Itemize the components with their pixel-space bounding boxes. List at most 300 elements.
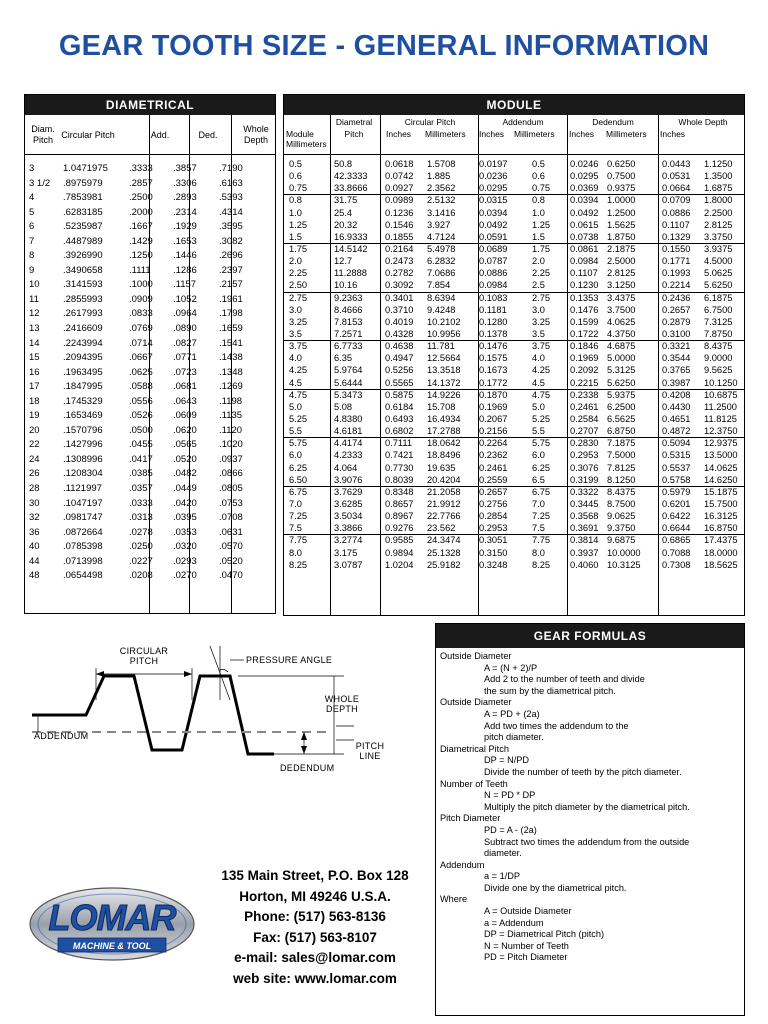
table-cell: 5.3473 <box>334 389 363 400</box>
table-row <box>25 483 275 498</box>
table-cell: 33.8666 <box>334 183 368 194</box>
table-cell: 8.4375 <box>607 486 636 497</box>
table-cell: 0.2657 <box>662 304 691 315</box>
table-cell: .2000 <box>129 206 153 218</box>
table-cell: 12.9375 <box>704 438 738 449</box>
table-cell: .0227 <box>129 555 153 567</box>
table-cell: 2.5132 <box>427 195 456 206</box>
table-cell: 0.6865 <box>662 535 691 546</box>
col-circular-pitch: Circular Pitch <box>61 129 115 140</box>
table-cell: 1.5708 <box>427 159 456 169</box>
table-cell: 4 <box>29 192 35 204</box>
table-cell: 0.0787 <box>479 256 508 267</box>
table-cell: 1.5625 <box>607 219 636 230</box>
table-cell: 0.1476 <box>570 304 599 315</box>
table-cell: 8.7500 <box>607 498 636 509</box>
table-cell: 2.75 <box>532 292 551 303</box>
formula-line: A = Outside Diameter <box>484 906 572 917</box>
table-cell: 0.3568 <box>570 511 599 522</box>
table-cell: .2416609 <box>63 323 103 335</box>
table-cell: 25.4 <box>334 207 353 218</box>
formula-line: the sum by the diametrical pitch. <box>484 685 616 696</box>
table-cell: 26 <box>29 468 40 480</box>
table-cell: 4.6875 <box>607 341 636 352</box>
table-cell: 0.3092 <box>385 280 414 291</box>
table-cell: 6.5625 <box>607 413 636 424</box>
table-cell: .0937 <box>219 453 243 465</box>
table-cell: .2157 <box>219 279 243 291</box>
table-cell: 0.0742 <box>385 171 414 182</box>
table-cell: 6.2500 <box>607 401 636 412</box>
table-cell: 0.4328 <box>385 328 414 339</box>
table-cell: 0.0615 <box>570 219 599 230</box>
table-cell: .0520 <box>219 555 243 567</box>
table-cell: 8.25 <box>289 559 308 570</box>
table-row <box>284 438 744 450</box>
table-row <box>284 378 744 390</box>
table-cell: 7.25 <box>532 511 551 522</box>
table-cell: 18.0000 <box>704 547 738 558</box>
table-cell: 48 <box>29 570 40 582</box>
table-cell: 4.5 <box>532 377 545 388</box>
table-cell: 0.2338 <box>570 389 599 400</box>
col-ded: Ded. <box>198 129 218 140</box>
table-cell: 6.2832 <box>427 256 456 267</box>
table-cell: 4.0 <box>289 353 302 364</box>
table-row <box>284 523 744 535</box>
table-cell: .0769 <box>129 323 153 335</box>
col-module-mm: Millimeters <box>286 139 327 149</box>
whole-depth-label-2: DEPTH <box>325 704 359 714</box>
table-cell: 2.25 <box>289 268 308 279</box>
table-cell: 0.1550 <box>662 243 691 254</box>
table-cell: 0.0709 <box>662 195 691 206</box>
table-cell: 0.0492 <box>479 219 508 230</box>
table-row <box>25 279 275 294</box>
table-cell: 0.0295 <box>479 183 508 194</box>
table-cell: 22 <box>29 439 40 451</box>
table-cell: .0667 <box>129 352 153 364</box>
table-cell: 7.0 <box>532 498 545 509</box>
table-cell: 0.6250 <box>607 159 636 169</box>
table-cell: 7.8153 <box>334 316 363 327</box>
table-cell: 3 1/2 <box>29 177 51 189</box>
table-cell: 1.0471975 <box>63 163 108 174</box>
table-cell: .1208304 <box>63 468 103 480</box>
table-cell: 0.2215 <box>570 377 599 388</box>
table-cell: 0.1722 <box>570 328 599 339</box>
table-cell: .0570 <box>219 541 243 553</box>
table-cell: .6163 <box>219 177 243 189</box>
fax: Fax: (517) 563-8107 <box>253 929 377 945</box>
table-cell: 0.5875 <box>385 389 414 400</box>
table-cell: 0.1230 <box>570 280 599 291</box>
table-cell: 7.3125 <box>704 316 733 327</box>
table-cell: 3.0 <box>532 304 545 315</box>
table-row <box>25 207 275 222</box>
table-cell: 9.0000 <box>704 353 733 364</box>
table-cell: 1.0 <box>532 207 545 218</box>
gear-formulas-body <box>436 648 744 967</box>
table-cell: 13.5000 <box>704 450 738 461</box>
table-cell: 7.75 <box>289 535 308 546</box>
table-cell: 3.9076 <box>334 474 363 485</box>
table-cell: 4.5 <box>289 377 302 388</box>
table-cell: .0713998 <box>63 555 103 567</box>
table-cell: 0.0984 <box>479 280 508 291</box>
table-cell: 0.6422 <box>662 511 691 522</box>
address-line-1: 135 Main Street, P.O. Box 128 <box>221 868 409 883</box>
phone: Phone: (517) 563-8136 <box>244 909 386 924</box>
table-cell: 0.8 <box>532 195 545 206</box>
table-cell: 0.7421 <box>385 450 414 461</box>
logo-tagline: MACHINE & TOOL <box>72 941 152 951</box>
formula-line: PD = Pitch Diameter <box>484 952 568 963</box>
table-cell: 0.3765 <box>662 365 691 376</box>
contact-block <box>200 866 430 989</box>
table-cell: 0.2953 <box>479 523 508 534</box>
table-cell: 4.0 <box>532 353 545 364</box>
table-cell: 0.0443 <box>662 159 691 169</box>
table-cell: 0.0394 <box>570 195 599 206</box>
table-cell: 10.1250 <box>704 377 738 388</box>
table-cell: 0.0989 <box>385 195 414 206</box>
table-cell: 36 <box>29 526 40 538</box>
table-cell: 7.854 <box>427 280 451 291</box>
table-cell: 0.2164 <box>385 243 414 254</box>
table-cell: .3926990 <box>63 250 103 262</box>
table-cell: 1.1250 <box>704 159 733 169</box>
table-cell: 16.4934 <box>427 413 461 424</box>
table-row <box>25 410 275 425</box>
table-cell: 0.3710 <box>385 304 414 315</box>
table-row <box>25 468 275 483</box>
table-row <box>25 367 275 382</box>
table-cell: 5.25 <box>532 413 551 424</box>
table-cell: 0.5315 <box>662 450 691 461</box>
table-cell: 5.5 <box>532 426 545 437</box>
table-cell: 0.1280 <box>479 316 508 327</box>
table-cell: .0526 <box>129 410 153 422</box>
table-cell: .1269 <box>219 381 243 393</box>
table-cell: .1963495 <box>63 366 103 378</box>
table-cell: 7 <box>29 235 35 247</box>
table-row <box>25 556 275 571</box>
table-cell: .0714 <box>129 337 153 349</box>
formula-line: DP = N/PD <box>484 755 530 766</box>
table-cell: 40 <box>29 541 40 553</box>
table-cell: .4487989 <box>63 235 103 247</box>
table-row <box>284 317 744 329</box>
table-cell: .1429 <box>129 235 153 247</box>
table-cell: 0.4947 <box>385 353 414 364</box>
table-cell: 0.75 <box>532 183 551 194</box>
table-row <box>284 560 744 572</box>
table-cell: 21.9912 <box>427 498 461 509</box>
table-cell: .1798 <box>219 308 243 320</box>
table-cell: .1120 <box>219 424 243 436</box>
table-cell: 17.4375 <box>704 535 738 546</box>
table-cell: 4.25 <box>532 365 551 376</box>
table-cell: .0964 <box>173 308 197 320</box>
table-cell: 0.8348 <box>385 486 414 497</box>
table-cell: 0.0197 <box>479 159 508 169</box>
table-row <box>25 236 275 251</box>
formula-heading: Where <box>440 894 468 905</box>
table-cell: 0.6201 <box>662 498 691 509</box>
table-cell: 7.5 <box>289 523 302 534</box>
table-cell: .0470 <box>219 570 243 582</box>
gear-formulas <box>435 623 745 1016</box>
table-cell: 0.2953 <box>570 450 599 461</box>
table-cell: 9.4248 <box>427 304 456 315</box>
table-cell: 4.064 <box>334 462 358 473</box>
table-cell: .0449 <box>173 483 197 495</box>
table-cell: 5 <box>29 206 35 218</box>
table-cell: 7.5 <box>532 523 545 534</box>
table-cell: 0.7111 <box>385 438 413 449</box>
table-cell: 5.4978 <box>427 243 456 254</box>
formula-line: pitch diameter. <box>484 732 544 743</box>
table-cell: 0.0927 <box>385 183 414 194</box>
table-cell: 9.5625 <box>704 365 733 376</box>
table-cell: 10.2102 <box>427 316 461 327</box>
table-cell: .0654498 <box>63 570 103 582</box>
table-cell: .1847995 <box>63 381 103 393</box>
table-cell: 0.1993 <box>662 268 691 279</box>
table-cell: 10.0000 <box>607 547 641 558</box>
table-cell: .0890 <box>173 323 197 335</box>
table-cell: 0.5 <box>289 159 302 169</box>
table-cell: 0.7088 <box>662 547 691 558</box>
table-cell: 5.0000 <box>607 353 636 364</box>
table-cell: 0.2436 <box>662 292 691 303</box>
table-cell: .0278 <box>129 526 153 538</box>
formula-line: DP = Diametrical Pitch (pitch) <box>484 929 605 940</box>
table-cell: 24 <box>29 453 40 465</box>
table-cell: 1.25 <box>532 219 551 230</box>
table-row <box>25 192 275 207</box>
table-cell: .1020 <box>219 439 243 451</box>
table-cell: 5.9375 <box>607 389 636 400</box>
diametrical-header <box>25 115 275 155</box>
table-cell: 7.25 <box>289 511 308 522</box>
table-cell: 0.2559 <box>479 474 508 485</box>
table-cell: 0.1107 <box>662 219 690 230</box>
table-cell: 6.75 <box>532 486 551 497</box>
table-cell: 0.7730 <box>385 462 414 473</box>
table-cell: 0.6493 <box>385 413 414 424</box>
table-cell: 0.0738 <box>570 231 599 242</box>
address-line-2: Horton, MI 49246 U.S.A. <box>239 888 391 904</box>
table-cell: 0.2756 <box>479 498 508 509</box>
module-header <box>284 115 744 155</box>
logo-wordmark: LOMAR <box>48 897 176 938</box>
website-link[interactable]: web site: www.lomar.com <box>233 970 397 986</box>
table-cell: 3.3750 <box>704 231 733 242</box>
table-row <box>284 463 744 475</box>
table-cell: .2893 <box>173 192 197 204</box>
table-cell: 0.3987 <box>662 377 691 388</box>
table-row <box>284 183 744 195</box>
table-cell: 6.1875 <box>704 292 733 303</box>
table-cell: 10.6875 <box>704 389 738 400</box>
table-cell: 18.0642 <box>427 438 461 449</box>
table-cell: .3141593 <box>63 279 103 291</box>
table-cell: 22.7766 <box>427 511 461 522</box>
table-cell: 6.50 <box>289 474 308 485</box>
table-cell: 6.0 <box>532 450 545 461</box>
table-cell: .0320 <box>173 541 197 553</box>
table-cell: .3857 <box>173 163 197 174</box>
table-cell: 4.8380 <box>334 413 363 424</box>
table-row <box>284 220 744 232</box>
table-cell: .1961 <box>219 293 243 305</box>
table-cell: .1348 <box>219 366 243 378</box>
table-cell: 11.2500 <box>704 401 737 412</box>
module-heading: MODULE <box>284 95 744 115</box>
table-cell: 28 <box>29 483 40 495</box>
table-cell: 8.1250 <box>607 474 636 485</box>
table-cell: 1.75 <box>532 243 551 254</box>
table-cell: 2.25 <box>532 268 551 279</box>
table-cell: 0.2264 <box>479 438 508 449</box>
table-cell: 0.3937 <box>570 547 599 558</box>
table-cell: 0.0236 <box>479 171 508 182</box>
table-cell: 1.5 <box>289 231 302 242</box>
table-cell: 2.0 <box>532 256 545 267</box>
table-cell: .2617993 <box>63 308 103 320</box>
table-cell: 2.8125 <box>607 268 636 279</box>
table-cell: 0.3321 <box>662 341 691 352</box>
table-cell: 4.3750 <box>607 328 636 339</box>
table-cell: .1135 <box>219 410 243 422</box>
table-cell: .0588 <box>129 381 153 393</box>
table-cell: .0805 <box>219 483 243 495</box>
table-cell: .1929 <box>173 221 197 233</box>
table-cell: 0.3814 <box>570 535 599 546</box>
table-row <box>25 163 275 178</box>
table-cell: 14.6250 <box>704 474 738 485</box>
table-cell: 0.2707 <box>570 426 599 437</box>
table-cell: 4.7124 <box>427 231 456 242</box>
table-cell: 3.7500 <box>607 304 636 315</box>
table-cell: 0.0618 <box>385 159 414 169</box>
table-cell: 0.3076 <box>570 462 599 473</box>
table-cell: 5.75 <box>289 438 308 449</box>
table-cell: 1.0204 <box>385 559 414 570</box>
table-cell: 0.3401 <box>385 292 414 303</box>
table-cell: 11 <box>29 293 39 305</box>
table-cell: 8.0 <box>289 547 302 558</box>
table-cell: 9.6875 <box>607 535 636 546</box>
table-cell: 0.6 <box>532 171 545 182</box>
col-ded-inches: Inches <box>569 129 595 139</box>
table-cell: 0.1969 <box>479 401 508 412</box>
table-cell: 18 <box>29 395 40 407</box>
table-cell: .0270 <box>173 570 197 582</box>
table-cell: 3.3866 <box>334 523 363 534</box>
table-cell: .2696 <box>219 250 243 262</box>
table-cell: 7.8125 <box>607 462 636 473</box>
table-cell: .2397 <box>219 264 243 276</box>
table-cell: 0.2584 <box>570 413 599 424</box>
table-cell: .0625 <box>129 366 153 378</box>
table-cell: .1052 <box>173 293 197 305</box>
table-cell: .1427996 <box>63 439 103 451</box>
table-cell: 0.3248 <box>479 559 508 570</box>
table-cell: 0.3051 <box>479 535 508 546</box>
table-cell: .1250 <box>129 250 153 262</box>
table-cell: 5.6250 <box>704 280 733 291</box>
table-cell: .3306 <box>173 177 197 189</box>
table-cell: 8.4375 <box>704 341 733 352</box>
table-cell: .0771 <box>173 352 197 364</box>
table-cell: .1659 <box>219 323 243 335</box>
table-cell: .0872664 <box>63 526 103 538</box>
table-cell: 30 <box>29 497 40 509</box>
table-cell: .0250 <box>129 541 153 553</box>
diametrical-table <box>24 94 276 614</box>
table-cell: 12 <box>29 308 40 320</box>
table-cell: 2.1875 <box>607 243 636 254</box>
table-cell: 0.0394 <box>479 207 508 218</box>
table-cell: 3.25 <box>532 316 551 327</box>
table-cell: 3.927 <box>427 219 451 230</box>
table-cell: 19.635 <box>427 462 456 473</box>
formula-line: diameter. <box>484 848 522 859</box>
table-cell: 18.5625 <box>704 559 738 570</box>
table-cell: 17.2788 <box>427 426 461 437</box>
module-table <box>283 94 745 616</box>
table-cell: 6.25 <box>532 462 551 473</box>
table-cell: 0.1855 <box>385 231 414 242</box>
table-cell: 0.1236 <box>385 207 414 218</box>
table-cell: .3595 <box>219 221 243 233</box>
table-cell: 12.5664 <box>427 353 461 364</box>
table-cell: 4.75 <box>289 389 308 400</box>
table-cell: 10 <box>29 279 40 291</box>
formula-line: Multiply the pitch diameter by the diametrical pitch. <box>484 801 690 812</box>
table-cell: .1157 <box>173 279 197 291</box>
table-row <box>284 232 744 244</box>
email-link[interactable]: e-mail: sales@lomar.com <box>234 950 396 965</box>
table-cell: .0482 <box>173 468 197 480</box>
table-row <box>25 352 275 367</box>
table-cell: .0909 <box>129 293 153 305</box>
table-cell: 0.3445 <box>570 498 599 509</box>
pitch-line-label-2: LINE <box>359 751 381 761</box>
table-row <box>25 570 275 585</box>
table-row <box>284 280 744 292</box>
table-cell: 2.8125 <box>704 219 733 230</box>
table-cell: .6283185 <box>63 206 103 218</box>
table-cell: 7.5000 <box>607 450 636 461</box>
table-cell: .5235987 <box>63 221 103 233</box>
table-cell: 14.1372 <box>427 377 461 388</box>
table-cell: 0.4060 <box>570 559 599 570</box>
table-row <box>284 499 744 511</box>
table-cell: .1667 <box>129 221 153 233</box>
table-cell: 0.0295 <box>570 171 599 182</box>
table-cell: 3.25 <box>289 316 308 327</box>
table-cell: 1.75 <box>289 243 308 254</box>
table-cell: 6 <box>29 221 35 233</box>
table-cell: 3.175 <box>334 547 358 558</box>
table-cell: 0.1353 <box>570 292 599 303</box>
table-cell: 9.0625 <box>607 511 636 522</box>
table-cell: 0.6802 <box>385 426 414 437</box>
